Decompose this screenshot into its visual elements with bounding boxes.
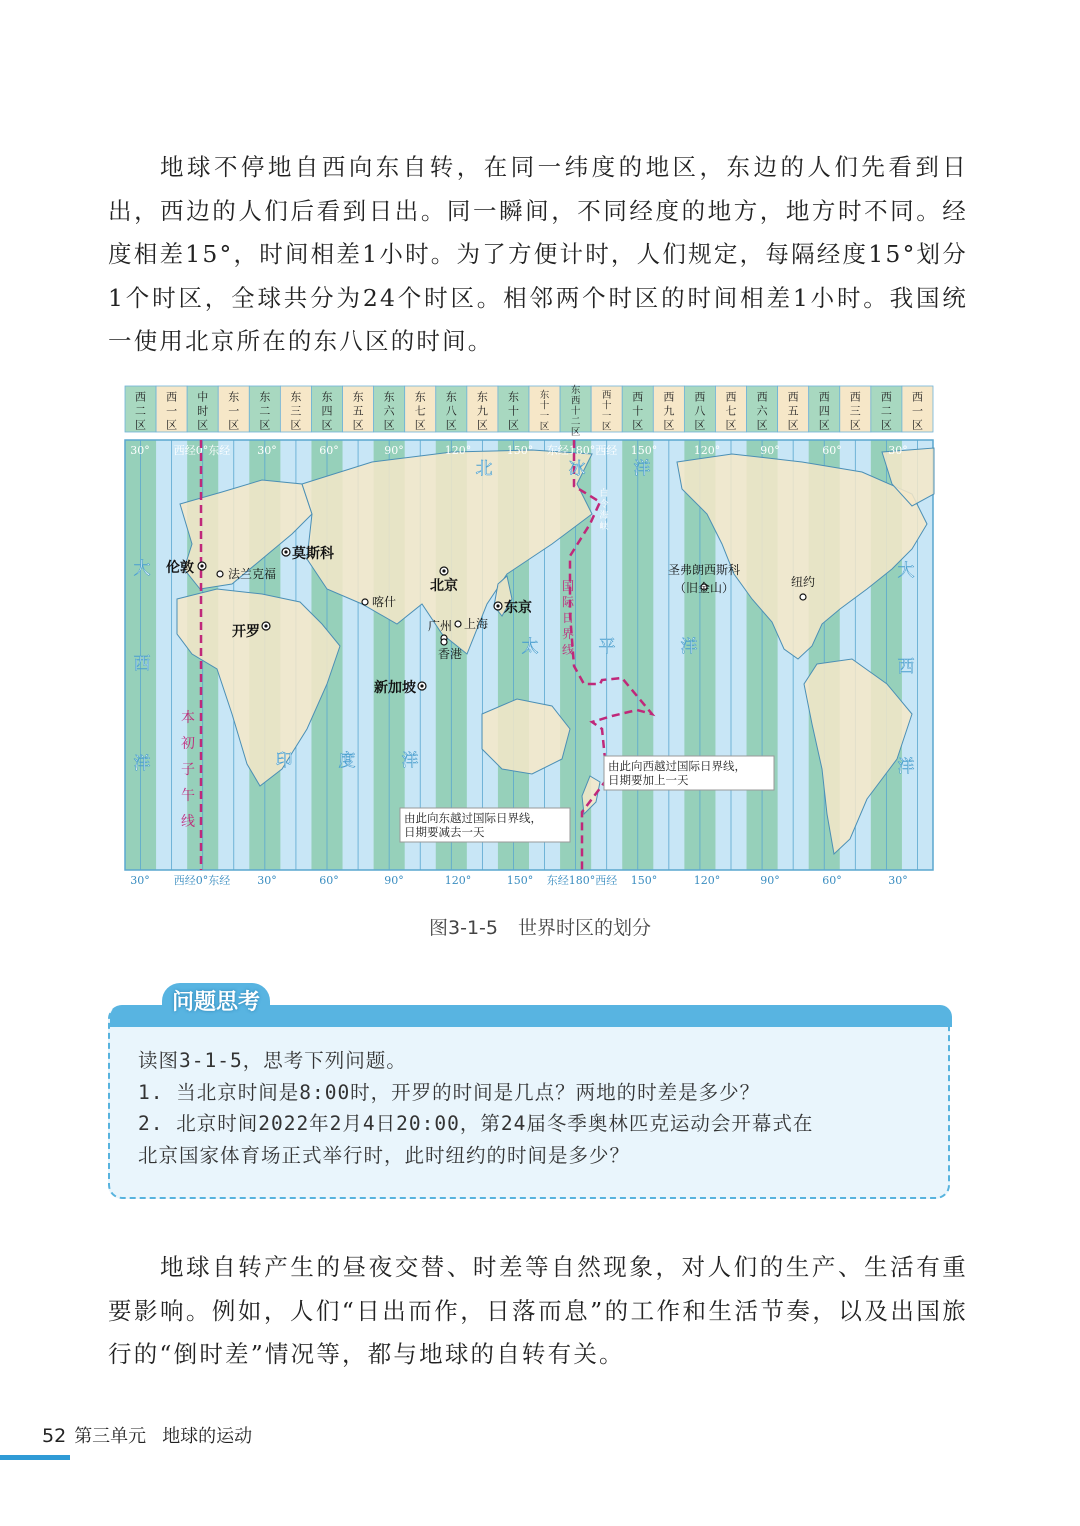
ocean-label-char: 度 bbox=[338, 751, 356, 771]
zone-label-char: 西 bbox=[849, 390, 861, 404]
city-marker bbox=[362, 599, 368, 605]
zone-label-char: 东 bbox=[259, 390, 271, 404]
zone-label-char: 区 bbox=[725, 418, 737, 432]
zone-label-char: 西 bbox=[880, 390, 892, 404]
zone-label-char: 二 bbox=[570, 416, 581, 428]
zone-label-char: 区 bbox=[197, 418, 209, 432]
zone-label-char: 西 bbox=[663, 390, 675, 404]
bottom-axis-label: 东经180°西经 bbox=[546, 874, 618, 887]
top-axis-label: 30° bbox=[257, 444, 277, 457]
ocean-label-char: 西 bbox=[133, 654, 151, 674]
note-east-line1: 由此向东越过国际日界线， bbox=[404, 811, 542, 825]
top-axis-label: 30° bbox=[130, 444, 150, 457]
top-axis-label: 60° bbox=[822, 444, 842, 457]
city-label: 东京 bbox=[504, 600, 532, 616]
zone-label-char: 二 bbox=[880, 404, 892, 418]
city-marker-dot bbox=[264, 624, 267, 627]
city-marker-dot bbox=[284, 550, 287, 553]
zone-label-char: 区 bbox=[601, 421, 612, 433]
zone-label-char: 七 bbox=[414, 404, 426, 418]
top-axis-label: 西经0°东经 bbox=[173, 444, 231, 457]
world-time-zone-map bbox=[122, 384, 936, 892]
city-marker bbox=[441, 639, 447, 645]
zone-label-char: 西 bbox=[725, 390, 737, 404]
city-label: 伦敦 bbox=[166, 560, 194, 576]
zone-label-char: 东 bbox=[507, 390, 519, 404]
city-label: 圣弗朗西斯科 bbox=[667, 563, 741, 577]
unit-title: 地球的运动 bbox=[162, 1426, 253, 1447]
zone-label-char: 一 bbox=[166, 404, 178, 418]
unit-name: 第三单元 bbox=[74, 1426, 147, 1447]
zone-label-char: 一 bbox=[539, 411, 550, 422]
question-1: 1. 当北京时间是8:00时，开罗的时间是几点？两地的时差是多少？ bbox=[138, 1080, 761, 1104]
zone-label-char: 东 bbox=[445, 390, 457, 404]
zone-label-char: 区 bbox=[694, 418, 706, 432]
top-axis-label: 120° bbox=[693, 444, 721, 457]
intro-paragraph: 地球不停地自西向东自转，在同一纬度的地区，东边的人们先看到日出，西边的人们后看到日出。同一瞬间，不同经度的地方，地方时不同。经度相差15°，时间相差1小时。为了方便计时，人们规定，每隔经度15°划分1个时区，全球共分为24个时区。相邻两个时区的时间相差1小时。我国统一使用北京所在的东八区的时间。 bbox=[108, 153, 968, 355]
zone-label-char: 区 bbox=[663, 418, 675, 432]
date-line-label-char: 日 bbox=[561, 611, 575, 625]
zone-label-char: 区 bbox=[632, 418, 644, 432]
page-number: 52 bbox=[42, 1425, 67, 1447]
zone-label-char: 西 bbox=[911, 390, 923, 404]
city-label: 香港 bbox=[437, 647, 463, 661]
note-west-line2: 日期要加上一天 bbox=[608, 773, 689, 787]
ocean-label-char: 洋 bbox=[401, 751, 419, 771]
zone-label-char: 区 bbox=[383, 418, 395, 432]
zone-label-char: 三 bbox=[290, 404, 302, 418]
zone-label-char: 区 bbox=[818, 418, 830, 432]
zone-label-char: 东 bbox=[352, 390, 364, 404]
zone-label-char: 五 bbox=[352, 404, 364, 418]
zone-label-char: 一 bbox=[228, 404, 240, 418]
question-intro: 读图3-1-5，思考下列问题。 bbox=[138, 1049, 407, 1072]
ocean-label-char: 太 bbox=[521, 637, 539, 657]
zone-label-char: 区 bbox=[166, 418, 178, 432]
zone-label-char: 七 bbox=[725, 404, 737, 418]
bottom-axis-label: 60° bbox=[319, 874, 339, 887]
top-axis-label: 东经180°西经 bbox=[546, 444, 618, 457]
strait-label-char: 白 bbox=[599, 489, 609, 499]
zone-label-char: 东 bbox=[476, 390, 488, 404]
city-marker-dot bbox=[200, 564, 203, 567]
zone-label-char: 区 bbox=[259, 418, 271, 432]
zone-label-char: 西 bbox=[694, 390, 706, 404]
question-2-cont: 北京国家体育场正式举行时，此时纽约的时间是多少？ bbox=[138, 1143, 631, 1167]
bottom-axis-label: 150° bbox=[630, 874, 658, 887]
city-marker bbox=[455, 621, 461, 627]
zone-label-char: 区 bbox=[507, 418, 519, 432]
zone-label-char: 三 bbox=[849, 404, 861, 418]
ocean-label-char: 大 bbox=[133, 559, 151, 579]
time-zone-header bbox=[125, 384, 933, 438]
ocean-label-char: 冰 bbox=[568, 459, 586, 479]
city-marker-dot bbox=[496, 604, 499, 607]
zone-label-char: 十 bbox=[507, 404, 519, 418]
city-label: 喀什 bbox=[372, 595, 397, 609]
zone-label-char: 十 bbox=[632, 404, 644, 418]
city-marker bbox=[800, 594, 806, 600]
zone-label-char: 二 bbox=[135, 404, 147, 418]
bottom-axis-label: 150° bbox=[506, 874, 534, 887]
zone-label-char: 二 bbox=[259, 404, 271, 418]
zone-label-char: 东 bbox=[570, 384, 581, 396]
zone-label-char: 东 bbox=[383, 390, 395, 404]
city-label: 莫斯科 bbox=[292, 546, 334, 562]
zone-label-char: 区 bbox=[135, 418, 147, 432]
ocean-label-char: 平 bbox=[598, 637, 616, 657]
zone-label-char: 八 bbox=[445, 404, 457, 418]
prime-meridian-label-char: 初 bbox=[181, 736, 195, 752]
zone-label-char: 区 bbox=[476, 418, 488, 432]
top-axis-label: 150° bbox=[630, 444, 658, 457]
question-box-title: 问题思考 bbox=[162, 983, 270, 1023]
zone-label-char: 东 bbox=[539, 390, 550, 401]
top-axis-label: 120° bbox=[444, 444, 472, 457]
zone-label-char: 区 bbox=[756, 418, 768, 432]
top-axis-label: 90° bbox=[384, 444, 404, 457]
zone-label-char: 六 bbox=[756, 404, 768, 418]
date-line-label-char: 线 bbox=[561, 643, 575, 657]
zone-label-char: 东 bbox=[228, 390, 240, 404]
top-axis-label: 30° bbox=[888, 444, 908, 457]
page-footer bbox=[42, 1422, 252, 1448]
zone-label-char: 区 bbox=[570, 426, 581, 438]
ocean-label-char: 洋 bbox=[897, 757, 915, 777]
bottom-axis-label: 90° bbox=[384, 874, 404, 887]
zone-label-char: 西 bbox=[135, 390, 147, 404]
prime-meridian-label-char: 本 bbox=[181, 710, 195, 726]
prime-meridian-label-char: 子 bbox=[181, 762, 195, 778]
zone-label-char: 区 bbox=[352, 418, 364, 432]
zone-label-char: 区 bbox=[445, 418, 457, 432]
city-label: 北京 bbox=[430, 578, 458, 594]
figure-number: 图3-1-5 bbox=[429, 917, 498, 939]
zone-label-char: 西 bbox=[166, 390, 178, 404]
date-line-label-char: 界 bbox=[561, 627, 575, 641]
ocean-label-char: 洋 bbox=[133, 754, 151, 774]
zone-label-char: 东 bbox=[290, 390, 302, 404]
zone-label-char: 西 bbox=[787, 390, 799, 404]
bottom-axis-label: 30° bbox=[888, 874, 908, 887]
zone-label-char: 区 bbox=[880, 418, 892, 432]
zone-label-char: 区 bbox=[539, 421, 550, 433]
zone-label-char: 九 bbox=[476, 404, 488, 418]
date-line-label-char: 际 bbox=[561, 595, 575, 609]
bottom-axis-label: 30° bbox=[257, 874, 277, 887]
zone-label-char: 四 bbox=[321, 404, 333, 418]
zone-label-char: 西 bbox=[601, 390, 612, 401]
prime-meridian-label-char: 午 bbox=[181, 788, 195, 804]
date-line-label-char: 国 bbox=[561, 579, 575, 593]
zone-label-char: 时 bbox=[197, 404, 209, 418]
strait-label-char: 峡 bbox=[599, 522, 609, 532]
zone-label-char: 十 bbox=[539, 400, 550, 412]
question-box bbox=[108, 990, 950, 1199]
zone-label-char: 西 bbox=[632, 390, 644, 404]
zone-label-char: 四 bbox=[818, 404, 830, 418]
city-label: 新加坡 bbox=[374, 680, 416, 696]
bottom-axis-label: 120° bbox=[444, 874, 472, 887]
city-label: 广州 bbox=[427, 619, 453, 633]
city-marker-dot bbox=[442, 569, 445, 572]
bottom-axis-label: 30° bbox=[130, 874, 150, 887]
top-axis-label: 60° bbox=[319, 444, 339, 457]
closing-paragraph: 地球自转产生的昼夜交替、时差等自然现象，对人们的生产、生活有重要影响。例如，人们“日出而作，日落而息”的工作和生活节奏，以及出国旅行的“倒时差”情况等，都与地球的自转有关。 bbox=[108, 1253, 968, 1368]
top-axis-label: 150° bbox=[506, 444, 534, 457]
city-label: 上海 bbox=[464, 617, 489, 631]
zone-label-char: 九 bbox=[663, 404, 675, 418]
ocean-label-char: 西 bbox=[897, 657, 915, 677]
city-marker bbox=[217, 571, 223, 577]
zone-label-char: 西 bbox=[756, 390, 768, 404]
zone-label-char: 八 bbox=[694, 404, 706, 418]
zone-label-char: 六 bbox=[383, 404, 395, 418]
zone-label-char: 东 bbox=[414, 390, 426, 404]
bottom-axis-label: 西经0°东经 bbox=[173, 874, 231, 887]
figure-title: 世界时区的划分 bbox=[517, 917, 651, 939]
city-marker-dot bbox=[420, 684, 423, 687]
bottom-axis-label: 90° bbox=[760, 874, 780, 887]
ocean-label-char: 印 bbox=[275, 751, 293, 771]
figure-caption bbox=[0, 913, 1080, 940]
city-label: （旧金山） bbox=[673, 581, 735, 595]
bottom-axis-label: 120° bbox=[693, 874, 721, 887]
zone-label-char: 东 bbox=[321, 390, 333, 404]
ocean-label-char: 洋 bbox=[680, 637, 698, 657]
zone-label-char: 区 bbox=[414, 418, 426, 432]
zone-label-char: 十 bbox=[601, 400, 612, 412]
zone-label-char: 中 bbox=[197, 390, 209, 404]
zone-label-char: 区 bbox=[911, 418, 923, 432]
strait-label-char: 海 bbox=[599, 511, 609, 521]
footer-accent-bar bbox=[0, 1455, 70, 1460]
question-list bbox=[138, 1045, 938, 1171]
zone-label-char: 西 bbox=[818, 390, 830, 404]
top-axis-label: 90° bbox=[760, 444, 780, 457]
question-2: 2. 北京时间2022年2月4日20:00，第24届冬季奥林匹克运动会开幕式在 bbox=[138, 1112, 814, 1135]
zone-label-char: 区 bbox=[290, 418, 302, 432]
zone-label-char: 区 bbox=[787, 418, 799, 432]
city-label: 纽约 bbox=[790, 575, 816, 589]
ocean-label-char: 北 bbox=[475, 459, 493, 479]
strait-label-char: 令 bbox=[599, 500, 609, 510]
zone-label-char: 区 bbox=[228, 418, 240, 432]
zone-label-char: 西 bbox=[570, 395, 581, 407]
note-east-line2: 日期要减去一天 bbox=[404, 825, 485, 839]
zone-label-char: 一 bbox=[911, 404, 923, 418]
bottom-axis-label: 60° bbox=[822, 874, 842, 887]
city-label: 法兰克福 bbox=[228, 567, 277, 581]
ocean-label-char: 大 bbox=[897, 561, 915, 581]
zone-label-char: 区 bbox=[849, 418, 861, 432]
zone-label-char: 五 bbox=[787, 404, 799, 418]
prime-meridian-label-char: 线 bbox=[181, 814, 195, 830]
zone-label-char: 十 bbox=[570, 405, 581, 417]
ocean-label-char: 洋 bbox=[633, 459, 651, 479]
zone-label-char: 区 bbox=[321, 418, 333, 432]
city-label: 开罗 bbox=[232, 624, 260, 640]
note-west-line1: 由此向西越过国际日界线， bbox=[608, 759, 746, 773]
zone-label-char: 一 bbox=[601, 411, 612, 422]
